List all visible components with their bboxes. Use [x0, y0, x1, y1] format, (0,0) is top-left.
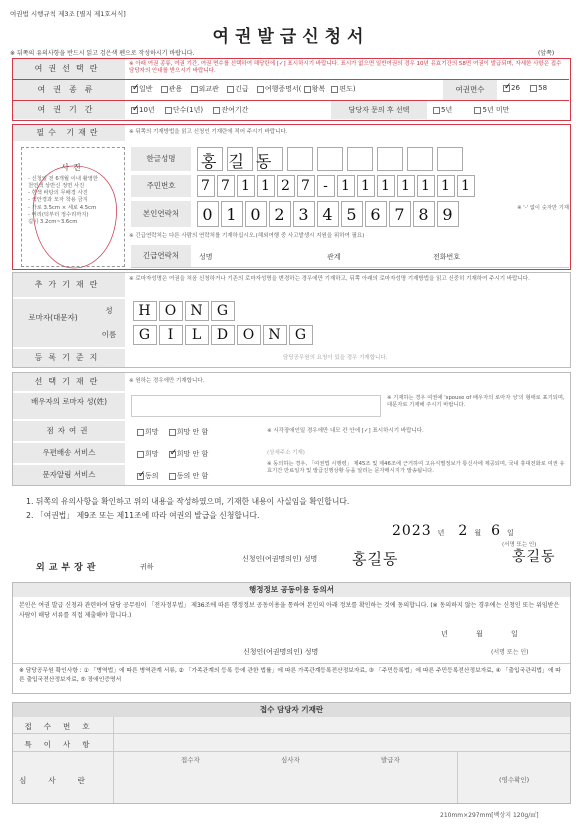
photo-box[interactable]	[21, 147, 125, 267]
consent-applicant-label: 신청인(여권명의인) 성명	[243, 648, 319, 656]
char-box: 6	[365, 201, 387, 227]
given-field[interactable]	[133, 325, 313, 345]
phone-label: 본인연락처	[131, 201, 191, 227]
page-side: (앞쪽)	[538, 50, 555, 57]
extra-label: 추가기재란	[13, 273, 125, 297]
required-section	[12, 124, 571, 270]
law-reference: 여권법 시행규칙 제3조 [별지 제1호서식]	[10, 10, 126, 18]
char-box: L	[185, 325, 209, 345]
applicant-name-label: 신청인(여권명의인) 성명	[242, 555, 318, 563]
passport-select-label: 여권선택란	[13, 59, 125, 79]
applicant-signature: 홍길동	[512, 549, 556, 565]
char-box: 3	[293, 201, 315, 227]
declaration-line-1: 1. 뒤쪽의 유의사항을 확인하고 위의 내용을 작성하였으며, 기재한 내용이 사실임을 확인합니다.	[26, 497, 350, 506]
char-box: 1	[357, 175, 375, 197]
emergency-name-label: 성명	[199, 253, 213, 261]
pages-58[interactable]: 58	[530, 84, 547, 92]
name-value: 홍길동	[201, 152, 284, 171]
char-box: 1	[257, 175, 275, 197]
extra-note: ※ 로마자성명은 여권을 처음 신청하거나 기존의 로마자성명을 변경하는 경우에만 기재하고, 뒤쪽 아래의 로마자성명 기재방법을 읽고 신중히 기재하여 주시기 바랍니다.	[129, 276, 530, 282]
extra-section	[12, 272, 571, 368]
staff-col-receiver: 접수자	[181, 756, 200, 764]
declaration-section	[12, 490, 571, 576]
char-box: G	[211, 301, 235, 321]
mail-note: (상세주소 기재)	[267, 450, 305, 456]
consent-sign-label: (서명 또는 인)	[491, 649, 529, 656]
sms-agree[interactable]: ✓ 동의	[138, 469, 159, 480]
type-official[interactable]: 관용	[161, 85, 183, 93]
period-10y[interactable]: ✓ 10년	[132, 103, 155, 114]
pages-26[interactable]: ✓ 26	[504, 81, 520, 92]
braille-yes[interactable]: 희망	[137, 428, 159, 436]
staff-select-label: 담당자 문의 후 선택	[331, 101, 427, 119]
char-box: 8	[413, 201, 435, 227]
staff-row-review: 심사란	[19, 776, 107, 785]
mail-no[interactable]: ✓ 희망 안 함	[169, 447, 209, 458]
char-box: 7	[217, 175, 235, 197]
staff-check-note: ※ 담당공무원 확인사항 : ① 「병역법」에 따른 병역관계 서류, ② 「가족관계의 등록 등에 관한 법률」에 따른 가족관계등록전산정보자료, ③ 「주민등록법」에 따른 주민등록전산정보자료, ④ 「출입국관리법」에 따른 출입국전산정보자료, ⑤ 장애인증명서	[19, 668, 561, 684]
rrn-field[interactable]	[197, 175, 475, 197]
period-under-5y[interactable]: 5년 미만	[474, 106, 509, 114]
braille-options	[137, 427, 208, 437]
staff-title: 접수 담당자 기재란	[13, 703, 570, 717]
sms-disagree[interactable]: 동의 안 함	[169, 472, 209, 480]
char-box: N	[263, 325, 287, 345]
spouse-field[interactable]	[131, 395, 381, 417]
sms-options	[137, 471, 208, 481]
period-remaining[interactable]: 잔여기간	[213, 106, 248, 114]
declaration-line-2: 2. 「여권법」 제9조 또는 제11조에 따라 여권의 발급을 신청합니다.	[26, 511, 260, 520]
spouse-note: ※ 기재하는 경우 여권에 'spouse of 배우자의 로마자 성'의 형태로 표기되며, 대문자로 기재해 주시기 바랍니다.	[387, 395, 565, 409]
spouse-label: 배우자의 로마자 성(姓)	[13, 393, 125, 419]
char-box: D	[211, 325, 235, 345]
type-emergency[interactable]: 긴급	[227, 85, 249, 93]
braille-no[interactable]: 희망 안 함	[169, 428, 209, 436]
staff-col-issuer: 발급자	[381, 756, 400, 764]
passport-type-options: ✓ 일반 관용 외교관 긴급 여행증명서( 왕복 편도)	[132, 82, 356, 93]
rrn-label: 주민번호	[131, 175, 191, 197]
char-box: 7	[297, 175, 315, 197]
type-one-way[interactable]: 편도	[331, 85, 353, 93]
mail-yes[interactable]: 희망	[137, 450, 159, 458]
char-box: 4	[317, 201, 339, 227]
passport-type-label: 여권종류	[13, 80, 125, 100]
passport-period-label: 여권기간	[13, 101, 125, 119]
char-box: O	[159, 301, 183, 321]
consent-date: 년 월 일	[441, 630, 518, 638]
name-label: 한글성명	[131, 147, 191, 171]
sms-note: ※ 동의하는 경우, 「여권법 시행령」 제45조 및 제46조에 근거하여 고유식별정보가 통신사에 제공되며, 국내 휴대전화로 여권 유효기간 만료일자 및 발급진행상황 등을 알리는 문자메시지가 발송됩니다.	[267, 461, 565, 475]
braille-note: ※ 시각장애인일 경우에만 내모 칸 안에 [✓] 표시하시기 바랍니다.	[267, 428, 424, 434]
passport-select-note: ※ 아래 여권 종류, 여권 기간, 여권 면수를 선택하여 해당란에 [✓] 표시하시기 바랍니다. 표시가 없으면 일반여권의 경우 10년 유효기간의 58면 여권이 발급되며, 자세한 사항은 접수 담당자의 안내를 받으시기 바랍니다.	[129, 61, 562, 75]
char-box: 7	[389, 201, 411, 227]
photo-title: 사진	[61, 163, 85, 172]
char-box: 2	[269, 201, 291, 227]
optional-label: 선택기재란	[13, 373, 125, 391]
emergency-note: ※ 긴급연락처는 다른 사람의 연락처를 기재하십시오.(해외여행 중 사고발생시 지원을 위하여 필요)	[129, 233, 365, 239]
emergency-relation-label: 관계	[327, 253, 341, 261]
required-note: ※ 뒤쪽의 기재방법을 읽고 신청인 기재란에 적어 주시기 바랍니다.	[129, 129, 288, 135]
optional-section	[12, 372, 571, 486]
staff-section	[12, 702, 571, 804]
mail-options	[137, 449, 208, 459]
char-box: N	[185, 301, 209, 321]
passport-pages-options	[503, 81, 548, 92]
paper-spec: 210mm×297mm[백상지 120g/㎡]	[440, 812, 539, 819]
char-box: 2	[277, 175, 295, 197]
char-box: G	[133, 325, 157, 345]
char-box: 0	[197, 201, 219, 227]
type-travel-cert[interactable]: 여행증명서(	[257, 85, 302, 93]
sms-label: 문자알림 서비스	[13, 465, 125, 485]
photo-instructions: - 신청일 전 6개월 이내 촬영한 천연색 상반신 정면 사진 - 흰색 바탕의 무배경 사진 - 색안경과 모자 착용 금지 - 가로 3.5cm × 세로 4.5cm - 머리(턱부터 정수리까지) 길이 3.2cm~3.6cm	[28, 176, 98, 225]
given-label: 이름	[93, 323, 125, 347]
emergency-phone-label: 전화번호	[433, 253, 461, 261]
char-box: 1	[237, 175, 255, 197]
roman-label: 로마자(대문자)	[13, 299, 93, 347]
char-box: 9	[437, 201, 459, 227]
char-box: G	[289, 325, 313, 345]
optional-note: ※ 원하는 경우에만 기재합니다.	[129, 378, 205, 384]
char-box: 7	[197, 175, 215, 197]
phone-side-note: ※ '-' 없이 숫자만 기재	[517, 205, 569, 211]
required-label: 필수 기재란	[13, 125, 125, 141]
staff-col-reviewer: 심사자	[281, 756, 300, 764]
char-box: 1	[397, 175, 415, 197]
photo-outline-sketch	[20, 160, 128, 272]
char-box: 1	[377, 175, 395, 197]
staff-row-receipt: 접수번호	[24, 722, 102, 731]
consent-title: 행정정보 공동이용 동의서	[13, 583, 570, 597]
char-box: 1	[337, 175, 355, 197]
period-5y[interactable]: 5년	[433, 106, 452, 114]
char-box: 1	[417, 175, 435, 197]
passport-pages-label: 여권면수	[443, 80, 497, 100]
char-box: 1	[437, 175, 455, 197]
char-box: 1	[457, 175, 475, 197]
register-note: 담당공무원의 요청이 있을 경우 기재합니다.	[283, 355, 388, 361]
applicant-name-value: 홍길동	[352, 550, 399, 568]
period-single[interactable]: 단수(1년)	[165, 106, 203, 114]
emergency-label: 긴급연락처	[131, 245, 191, 267]
char-box: 5	[341, 201, 363, 227]
consent-section	[12, 582, 571, 694]
char-box: -	[317, 175, 335, 197]
surname-field[interactable]	[133, 301, 235, 321]
char-box: H	[133, 301, 157, 321]
staff-row-special: 특이사항	[24, 740, 102, 749]
phone-field[interactable]	[197, 201, 459, 227]
type-general[interactable]: ✓ 일반	[132, 82, 153, 93]
passport-period-options	[131, 105, 248, 115]
applicant-sign-label: (서명 또는 인)	[502, 542, 537, 548]
type-round-trip[interactable]: 왕복	[304, 85, 326, 93]
surname-label: 성	[93, 299, 125, 323]
register-label: 등록기준지	[13, 349, 125, 367]
char-box: 1	[221, 201, 243, 227]
consent-text: 본인은 여권 발급 신청과 관련하여 담당 공무원이 「전자정부법」 제36조에 따른 행정정보 공동이용을 통하여 본인의 아래 정보를 확인하는 것에 동의합니다. (※ 동의하지 않는 경우에는 신청인 또는 위임받은 사람이 해당 서류를 직접 제출해야 합니다.)	[19, 602, 560, 619]
minister-name: 외교부장관	[36, 563, 100, 573]
char-box: 0	[245, 201, 267, 227]
mail-label: 우편배송 서비스	[13, 443, 125, 463]
passport-select-section	[12, 58, 571, 121]
char-box: O	[237, 325, 261, 345]
staff-receipt-confirm: (영수확인)	[499, 776, 530, 784]
header-note: ※ 뒤쪽의 유의사항을 반드시 읽고 검은색 펜으로 작성하시기 바랍니다.	[10, 50, 195, 57]
char-box: I	[159, 325, 183, 345]
braille-label: 점자여권	[13, 421, 125, 441]
type-diplomat[interactable]: 외교관	[191, 85, 219, 93]
staff-period-options	[433, 105, 509, 115]
minister-suffix: 귀하	[140, 563, 154, 571]
application-date: 2023 년 2 월 6 일	[392, 523, 514, 539]
form-title: 여권발급신청서	[212, 27, 370, 47]
